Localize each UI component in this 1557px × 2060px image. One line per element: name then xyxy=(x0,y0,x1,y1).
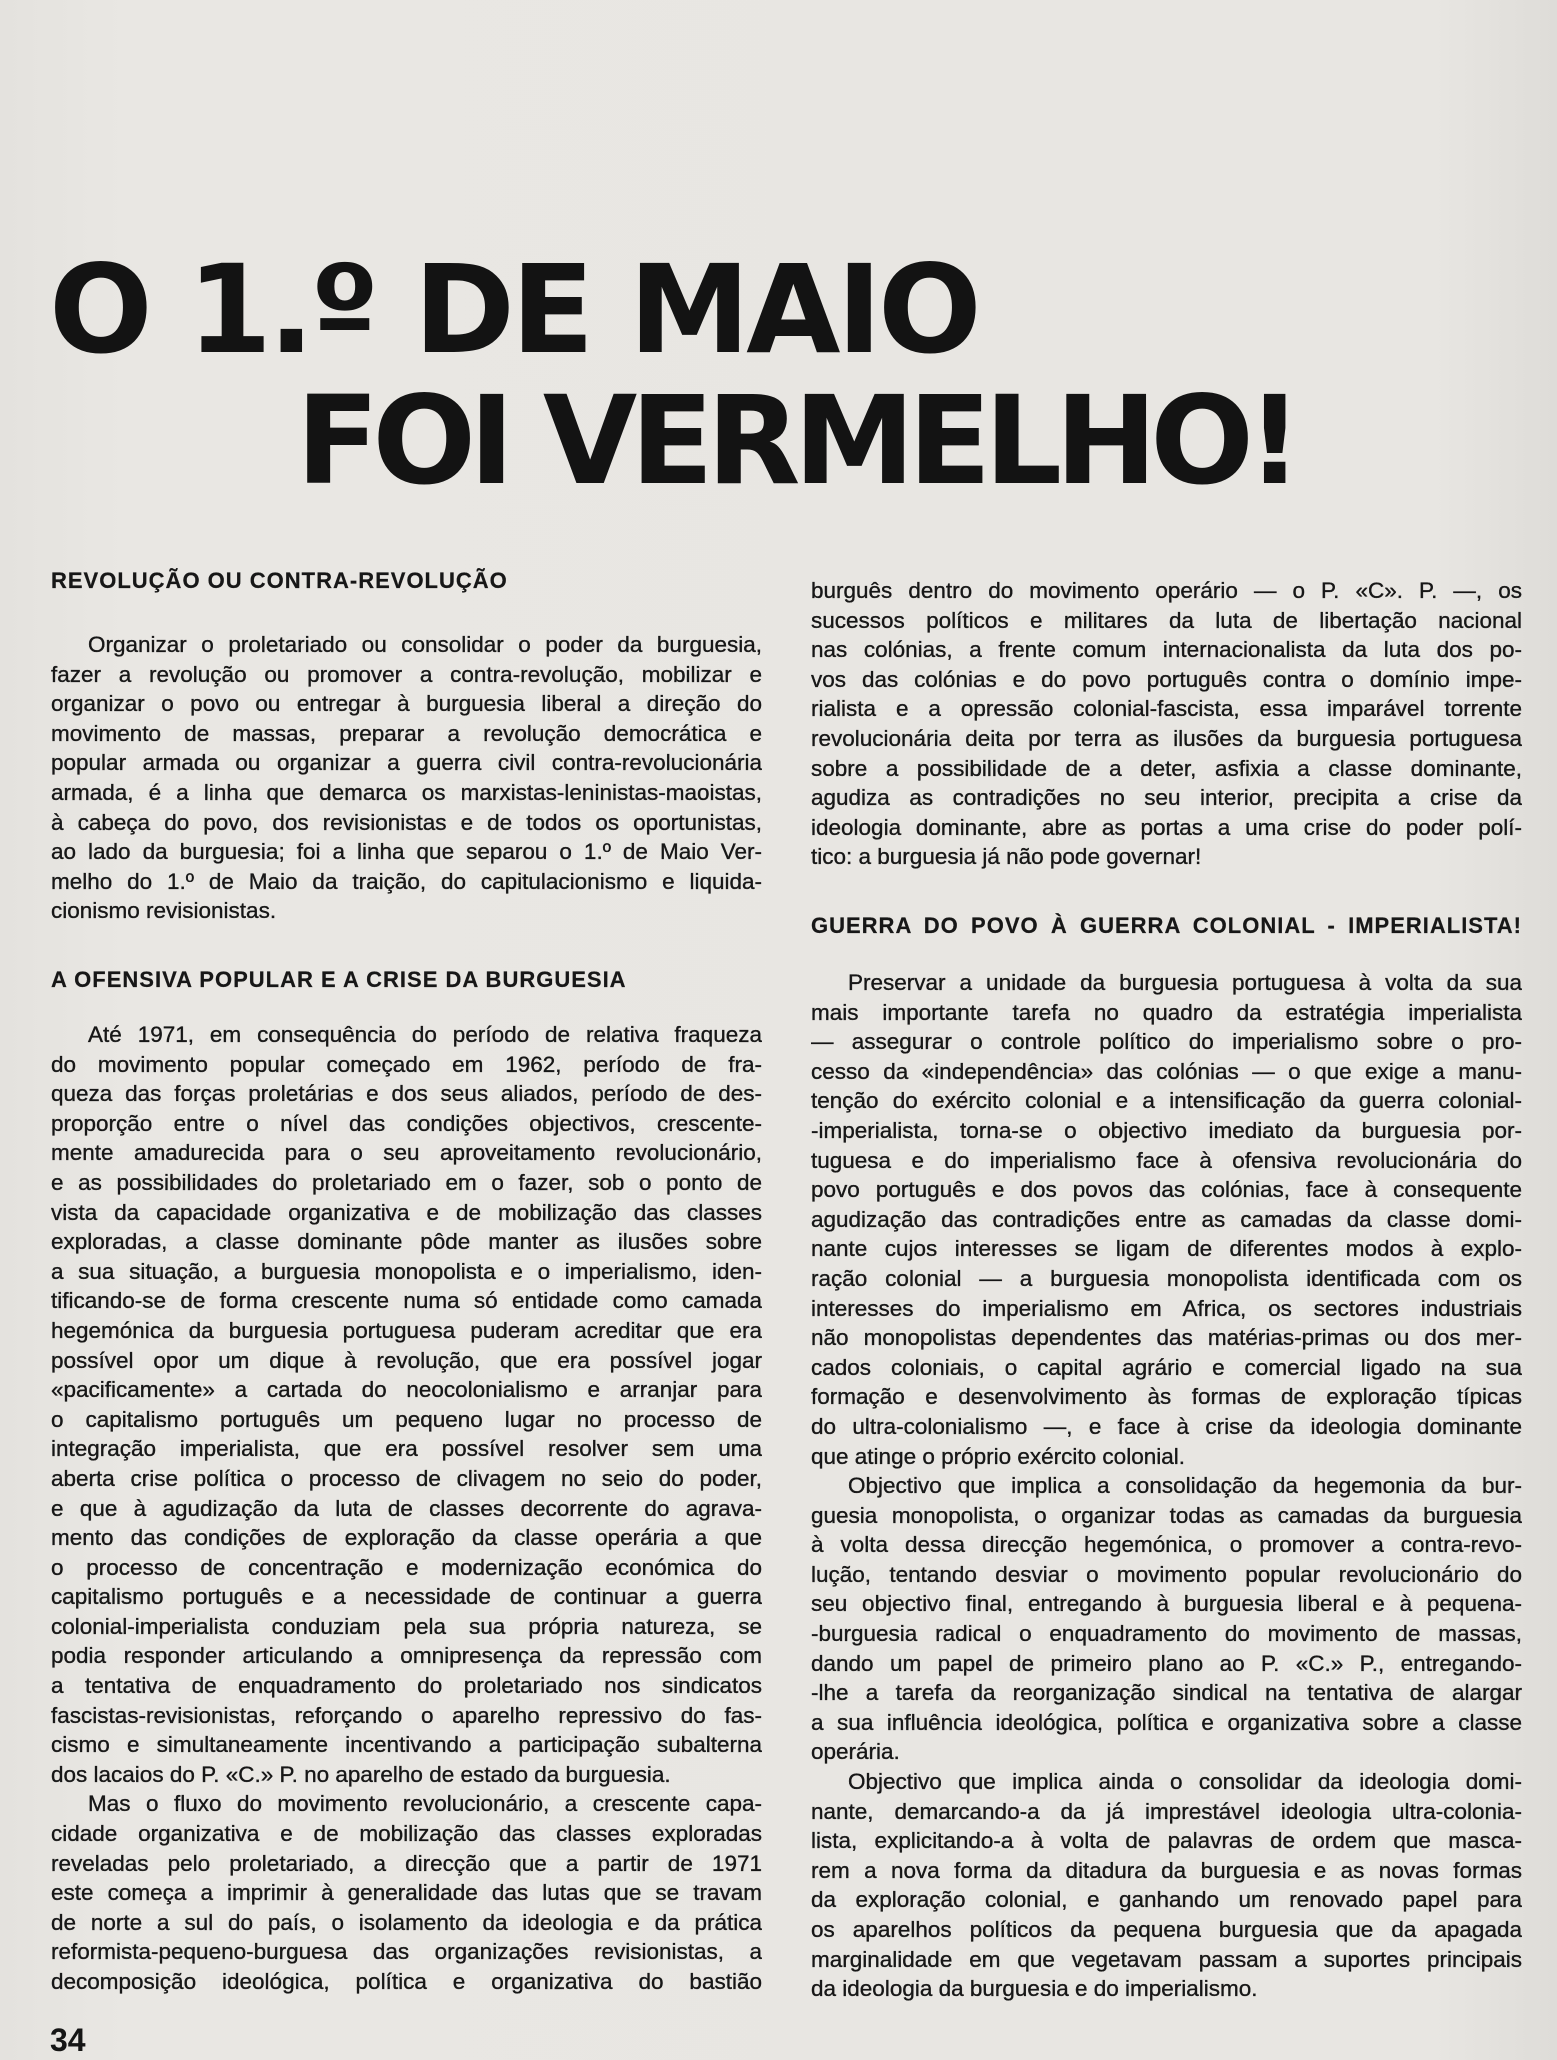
headline-line-1: O 1.º DE MAIO xyxy=(49,239,978,381)
text-line: da ideologia da burguesia e do imperialismo. xyxy=(811,1976,1258,2002)
text-line: Organizar o proletariado ou consolidar o poder da burguesia, xyxy=(88,632,762,657)
text-line: organizar o povo ou entregar à burguesia liberal a direção do xyxy=(51,691,762,717)
text-line: colonial-imperialista conduziam pela sua própria natureza, se xyxy=(51,1613,762,1639)
text-line: nante cujos interesses se ligam de diferentes modos à explo- xyxy=(811,1236,1522,1262)
text-line: este começa a imprimir à generalidade das lutas que se travam xyxy=(51,1880,762,1906)
text-line: a tentativa de enquadramento do proletariado nos sindicatos xyxy=(51,1673,762,1699)
text-line: Mas o fluxo do movimento revolucionário, a crescente capa- xyxy=(88,1791,762,1817)
text-line: decomposição ideológica, política e organizativa do bastião xyxy=(51,1969,762,1994)
text-line: movimento de massas, preparar a revolução democrática e xyxy=(51,720,762,746)
text-line: burguês dentro do movimento operário — o P. «C». P. —, os xyxy=(811,578,1522,603)
text-line: armada, é a linha que demarca os marxistas-leninistas-maoistas, xyxy=(51,779,762,805)
text-line: de norte a sul do país, o isolamento da ideologia e da prática xyxy=(51,1909,762,1935)
text-line: ração colonial — a burguesia monopolista identificada com os xyxy=(811,1265,1522,1291)
text-line: seu objectivo final, entregando à burguesia liberal e à pequena- xyxy=(811,1591,1522,1617)
text-line: dos lacaios do P. «C.» P. no aparelho de estado da burguesia. xyxy=(51,1761,671,1787)
text-line: marginalidade em que vegetavam passam a suportes principais xyxy=(811,1946,1522,1972)
text-line: rem a nova forma da ditadura da burguesia e as novas formas xyxy=(811,1857,1522,1883)
text-line: vista da capacidade organizativa e de mobilização das classes xyxy=(51,1199,762,1225)
headline-line-2: FOI VERMELHO! xyxy=(296,370,1296,512)
text-line: ao lado da burguesia; foi a linha que separou o 1.º de Maio Ver- xyxy=(51,839,762,865)
text-line: fazer a revolução ou promover a contra-revolução, mobilizar e xyxy=(51,661,762,687)
text-line: -imperialista, torna-se o objectivo imediato da burguesia por- xyxy=(811,1117,1522,1143)
text-line: operária. xyxy=(811,1739,900,1765)
text-line: lução, tentando desviar o movimento popular revolucionário do xyxy=(811,1561,1522,1587)
section-heading-revolucao: REVOLUÇÃO OU CONTRA-REVOLUÇÃO xyxy=(51,568,508,593)
text-line: reformista-pequeno-burguesa das organizações revisionistas, a xyxy=(51,1939,762,1965)
text-line: do ultra-colonialismo —, e face à crise da ideologia dominante xyxy=(811,1413,1522,1439)
left-column xyxy=(51,0,762,2060)
text-line: hegemónica da burguesia portuguesa puderam acreditar que era xyxy=(51,1317,762,1343)
text-line: integração imperialista, que era possível resolver sem uma xyxy=(51,1436,762,1462)
text-line: a sua situação, a burguesia monopolista e o imperialismo, iden- xyxy=(51,1258,762,1284)
text-line: queza das forças proletárias e dos seus aliados, período de des- xyxy=(51,1081,762,1107)
text-line: popular armada ou organizar a guerra civil contra-revolucionária xyxy=(51,750,762,776)
paragraph xyxy=(51,1020,762,1789)
text-line: e as possibilidades do proletariado em o fazer, sob o ponto de xyxy=(51,1169,762,1195)
text-line: agudização das contradições entre as camadas da classe domi- xyxy=(811,1206,1522,1232)
section-body xyxy=(51,1020,762,1997)
text-line: à volta dessa direcção hegemónica, o promover a contra-revo- xyxy=(811,1532,1522,1558)
text-line: interesses do imperialismo em Africa, os sectores industriais xyxy=(811,1295,1522,1321)
text-line: o processo de concentração e modernização económica do xyxy=(51,1554,762,1580)
text-line: cismo e simultaneamente incentivando a participação subalterna xyxy=(51,1732,762,1758)
text-line: nante, demarcando-a da já imprestável ideologia ultra-colonia- xyxy=(811,1798,1522,1824)
text-line: sobre a possibilidade de a deter, asfixia a classe dominante, xyxy=(811,755,1522,781)
text-line: cesso da «independência» das colónias — o que exige a manu- xyxy=(811,1058,1522,1084)
text-line: tuguesa e do imperialismo face à ofensiva revolucionária do xyxy=(811,1147,1522,1173)
text-line: -burguesia radical o enquadramento do movimento de massas, xyxy=(811,1621,1522,1647)
text-line: não monopolistas dependentes das matérias-primas ou dos mer- xyxy=(811,1325,1522,1351)
section-body xyxy=(811,968,1522,2004)
text-line: cidade organizativa e de mobilização das classes exploradas xyxy=(51,1821,762,1847)
text-line: capitalismo português e a necessidade de continuar a guerra xyxy=(51,1584,762,1610)
text-line: nas colónias, a frente comum internacionalista da luta dos po- xyxy=(811,637,1522,663)
text-line: ideologia dominante, abre as portas a uma crise do poder polí- xyxy=(811,814,1522,840)
paragraph xyxy=(51,1789,762,1996)
text-line: do movimento popular começado em 1962, período de fra- xyxy=(51,1051,762,1077)
page-number: 34 xyxy=(50,2022,86,2058)
paragraph xyxy=(51,630,762,926)
text-line: «pacificamente» a cartada do neocolonialismo e arranjar para xyxy=(51,1377,762,1403)
paragraph xyxy=(811,1471,1522,1767)
text-line: Objectivo que implica ainda o consolidar da ideologia domi- xyxy=(848,1769,1522,1795)
right-column xyxy=(811,0,1522,2060)
text-line: mais importante tarefa no quadro da estratégia imperialista xyxy=(811,999,1522,1025)
text-line: mento das condições de exploração da classe operária a que xyxy=(51,1525,762,1551)
text-line: exploradas, a classe dominante pôde manter as ilusões sobre xyxy=(51,1229,762,1255)
text-line: proporção entre o nível das condições objectivos, crescente- xyxy=(51,1110,762,1136)
text-line: lista, explicitando-a à volta de palavras de ordem que masca- xyxy=(811,1828,1522,1854)
paragraph-continuation xyxy=(811,576,1522,872)
text-line: cionismo revisionistas. xyxy=(51,898,277,924)
text-line: podia responder articulando a omnipresença da repressão com xyxy=(51,1643,762,1669)
text-line: Até 1971, em consequência do período de relativa fraqueza xyxy=(88,1022,762,1047)
text-line: — assegurar o controle político do imperialismo sobre o pro- xyxy=(811,1029,1522,1055)
text-line: vos das colónias e do povo português contra o domínio impe- xyxy=(811,666,1522,692)
text-line: possível opor um dique à revolução, que era possível jogar xyxy=(51,1347,762,1373)
section-heading-ofensiva: A OFENSIVA POPULAR E A CRISE DA BURGUESIA xyxy=(51,967,627,992)
text-line: melho do 1.º de Maio da traição, do capitulacionismo e liquida- xyxy=(51,868,762,894)
text-line: tificando-se de forma crescente numa só entidade como camada xyxy=(51,1288,762,1314)
text-line: Objectivo que implica a consolidação da hegemonia da bur- xyxy=(848,1473,1522,1499)
text-line: os aparelhos políticos da pequena burguesia que da apagada xyxy=(811,1917,1522,1942)
text-line: cados coloniais, o capital agrário e comercial ligado na sua xyxy=(811,1354,1522,1380)
text-line: guesia monopolista, o organizar todas as camadas da burguesia xyxy=(811,1502,1522,1528)
text-line: tenção do exército colonial e a intensificação da guerra colonial- xyxy=(811,1088,1522,1114)
text-line: agudiza as contradições no seu interior, precipita a crise da xyxy=(811,785,1522,811)
text-line: tico: a burguesia já não pode governar! xyxy=(811,844,1202,870)
text-line: que atinge o próprio exército colonial. xyxy=(811,1443,1185,1469)
text-line: a sua influência ideológica, política e organizativa sobre a classe xyxy=(811,1709,1522,1735)
text-line: povo português e dos povos das colónias, face à consequente xyxy=(811,1177,1522,1203)
paragraph xyxy=(811,1767,1522,2004)
text-line: rialista e a opressão colonial-fascista, essa imparável torrente xyxy=(811,696,1522,722)
text-line: à cabeça do povo, dos revisionistas e de todos os oportunistas, xyxy=(51,809,762,835)
text-line: e que à agudização da luta de classes decorrente do agrava- xyxy=(51,1495,762,1521)
section-heading-guerra: GUERRA DO POVO À GUERRA COLONIAL - IMPERIALISTA! xyxy=(811,913,1522,938)
paragraph xyxy=(811,968,1522,1471)
text-line: -lhe a tarefa da reorganização sindical na tentativa de alargar xyxy=(811,1680,1522,1706)
text-line: fascistas-revisionistas, reforçando o aparelho repressivo do fas- xyxy=(51,1702,762,1728)
text-line: reveladas pelo proletariado, a direcção que a partir de 1971 xyxy=(51,1850,762,1876)
text-line: aberta crise política o processo de clivagem no seio do poder, xyxy=(51,1465,762,1491)
text-line: o capitalismo português um pequeno lugar no processo de xyxy=(51,1406,762,1432)
text-line: dando um papel de primeiro plano ao P. «C.» P., entregando- xyxy=(811,1650,1522,1676)
text-line: mente amadurecida para o seu aproveitamento revolucionário, xyxy=(51,1140,762,1166)
text-line: da exploração colonial, e ganhando um renovado papel para xyxy=(811,1887,1522,1913)
text-line: Preservar a unidade da burguesia portuguesa à volta da sua xyxy=(848,970,1522,995)
text-line: sucessos políticos e militares da luta de libertação nacional xyxy=(811,607,1522,633)
text-line: formação e desenvolvimento às formas de exploração típicas xyxy=(811,1384,1522,1410)
text-line: revolucionária deita por terra as ilusões da burguesia portuguesa xyxy=(811,725,1522,751)
